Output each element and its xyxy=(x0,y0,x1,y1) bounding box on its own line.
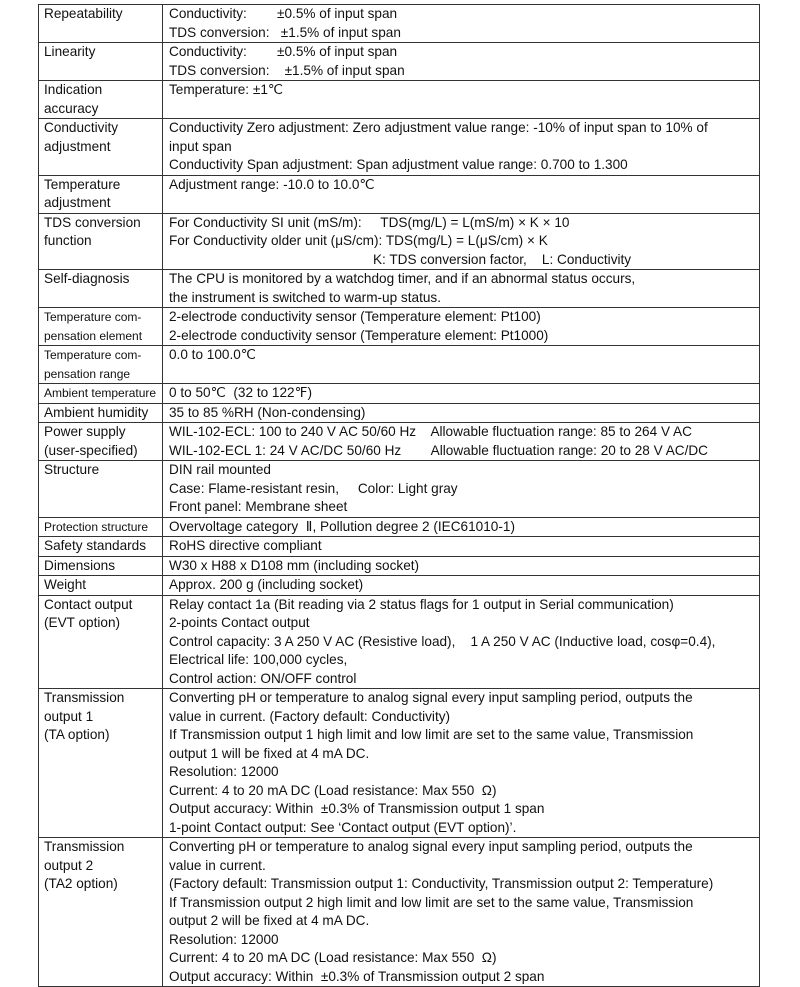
spec-label-line: Power supply xyxy=(44,424,126,439)
spec-value-line: 2-electrode conductivity sensor (Temperature element: Pt1000) xyxy=(169,327,549,343)
spec-label-line: Conductivity xyxy=(44,120,119,135)
spec-value-line: Converting pH or temperature to analog signal every input sampling period, outputs the xyxy=(169,690,693,705)
spec-value-cell xyxy=(163,517,760,537)
spec-value-cell xyxy=(163,43,760,81)
spec-value-line: Front panel: Membrane sheet xyxy=(169,499,348,514)
spec-label-line: Contact output xyxy=(44,596,133,612)
spec-label-cell xyxy=(39,576,163,596)
spec-label-line: Weight xyxy=(44,577,87,592)
spec-label-cell xyxy=(39,119,163,176)
spec-value-line: For Conductivity older unit (μS/cm): TDS(mg/L) = L(μS/cm) × K xyxy=(169,233,548,248)
spec-value-line: Electrical life: 100,000 cycles, xyxy=(169,652,348,667)
spec-row xyxy=(39,423,760,461)
spec-value-cell xyxy=(163,556,760,576)
spec-label-line: pensation element xyxy=(44,328,143,343)
spec-value-cell xyxy=(163,403,760,423)
spec-value-line: Overvoltage category Ⅱ, Pollution degree 2 (IEC61010-1) xyxy=(169,518,515,534)
spec-value-line: value in current. (Factory default: Conductivity) xyxy=(169,708,451,724)
spec-row xyxy=(39,556,760,576)
spec-row xyxy=(39,576,760,596)
spec-label-line: Repeatability xyxy=(44,6,123,21)
spec-label-cell xyxy=(39,308,163,346)
spec-value-line: Approx. 200 g (including socket) xyxy=(169,577,364,592)
spec-value-line: Case: Flame-resistant resin, Color: Light gray xyxy=(169,480,458,496)
specification-table-body xyxy=(39,5,760,987)
spec-value-line: Current: 4 to 20 mA DC (Load resistance: Max 550 Ω) xyxy=(169,950,497,965)
spec-value-line: W30 x H88 x D108 mm (including socket) xyxy=(169,557,420,573)
spec-label-line: pensation range xyxy=(44,366,131,381)
spec-value-line: Current: 4 to 20 mA DC (Load resistance: Max 550 Ω) xyxy=(169,782,497,798)
specification-table xyxy=(38,4,760,987)
spec-value-line: Resolution: 12000 xyxy=(169,931,279,947)
spec-label-line: Dimensions xyxy=(44,557,116,573)
spec-value-line: Relay contact 1a (Bit reading via 2 status flags for 1 output in Serial communication) xyxy=(169,596,674,612)
spec-label-line: Ambient temperature xyxy=(44,386,157,400)
spec-value-cell xyxy=(163,119,760,176)
spec-label-cell xyxy=(39,346,163,384)
spec-value-cell xyxy=(163,81,760,119)
spec-value-line: DIN rail mounted xyxy=(169,462,271,477)
spec-label-line: Temperature com- xyxy=(44,348,142,362)
spec-value-line: 0 to 50℃ (32 to 122℉) xyxy=(169,385,313,400)
spec-value-line: Temperature: ±1℃ xyxy=(169,82,284,97)
spec-value-line: TDS conversion: ±1.5% of input span xyxy=(169,24,401,40)
spec-label-cell xyxy=(39,689,163,838)
spec-value-line: 1-point Contact output: See ‘Contact output (EVT option)’. xyxy=(169,819,517,835)
spec-row xyxy=(39,43,760,81)
spec-value-cell xyxy=(163,576,760,596)
spec-value-line: Conductivity Span adjustment: Span adjustment value range: 0.700 to 1.300 xyxy=(169,157,628,172)
spec-label-cell xyxy=(39,403,163,423)
spec-label-cell xyxy=(39,43,163,81)
spec-row xyxy=(39,81,760,119)
spec-value-cell xyxy=(163,384,760,404)
spec-value-cell xyxy=(163,270,760,308)
spec-row xyxy=(39,213,760,270)
spec-value-line: 0.0 to 100.0℃ xyxy=(169,347,257,362)
spec-value-cell xyxy=(163,461,760,518)
spec-row xyxy=(39,308,760,346)
spec-row xyxy=(39,461,760,518)
spec-value-cell xyxy=(163,838,760,987)
spec-label-line: output 1 xyxy=(44,708,94,724)
spec-label-cell xyxy=(39,81,163,119)
spec-row xyxy=(39,5,760,43)
spec-value-cell xyxy=(163,5,760,43)
spec-value-line: Conductivity: ±0.5% of input span xyxy=(169,44,398,59)
spec-value-line: value in current. xyxy=(169,857,266,873)
spec-label-line: Structure xyxy=(44,462,100,477)
spec-label-cell xyxy=(39,838,163,987)
spec-label-cell xyxy=(39,517,163,537)
spec-label-line: (TA2 option) xyxy=(44,876,118,891)
spec-label-line: (EVT option) xyxy=(44,615,121,630)
spec-value-line: Adjustment range: -10.0 to 10.0℃ xyxy=(169,176,375,192)
spec-value-line: K: TDS conversion factor, L: Conductivity xyxy=(169,251,632,267)
spec-label-line: Ambient humidity xyxy=(44,404,149,420)
spec-label-line: Temperature xyxy=(44,176,121,192)
spec-label-cell xyxy=(39,270,163,308)
spec-label-line: Transmission xyxy=(44,839,125,854)
spec-label-cell xyxy=(39,213,163,270)
spec-value-line: Output accuracy: Within ±0.3% of Transmission output 1 span xyxy=(169,801,545,816)
spec-value-line: Conductivity: ±0.5% of input span xyxy=(169,6,398,21)
spec-row xyxy=(39,346,760,384)
spec-label-line: (TA option) xyxy=(44,727,110,742)
spec-value-line: WIL-102-ECL 1: 24 V AC/DC 50/60 Hz Allowable fluctuation range: 20 to 28 V AC/DC xyxy=(169,442,708,458)
spec-label-cell xyxy=(39,556,163,576)
spec-label-line: Temperature com- xyxy=(44,310,142,324)
spec-label-line: (user-specified) xyxy=(44,442,138,458)
spec-value-cell xyxy=(163,175,760,213)
spec-row xyxy=(39,537,760,557)
spec-row xyxy=(39,175,760,213)
spec-value-line: the instrument is switched to warm-up status. xyxy=(169,289,441,305)
spec-label-line: TDS conversion xyxy=(44,214,141,230)
spec-label-cell xyxy=(39,461,163,518)
spec-label-line: output 2 xyxy=(44,857,94,873)
spec-value-line: Control action: ON/OFF control xyxy=(169,670,357,686)
spec-value-line: 2-electrode conductivity sensor (Temperature element: Pt100) xyxy=(169,309,541,324)
spec-value-line: The CPU is monitored by a watchdog timer, and if an abnormal status occurs, xyxy=(169,271,636,286)
spec-value-cell xyxy=(163,213,760,270)
spec-label-line: accuracy xyxy=(44,100,99,116)
spec-value-cell xyxy=(163,689,760,838)
spec-row xyxy=(39,689,760,838)
spec-row xyxy=(39,384,760,404)
spec-label-cell xyxy=(39,595,163,689)
spec-label-line: function xyxy=(44,233,92,248)
spec-label-cell xyxy=(39,384,163,404)
spec-row xyxy=(39,119,760,176)
spec-value-line: (Factory default: Transmission output 1: Conductivity, Transmission output 2: Temperature) xyxy=(169,876,714,891)
spec-value-cell xyxy=(163,423,760,461)
spec-label-line: Transmission xyxy=(44,690,125,705)
spec-value-line: output 2 will be fixed at 4 mA DC. xyxy=(169,913,370,928)
spec-label-cell xyxy=(39,423,163,461)
spec-label-line: Linearity xyxy=(44,44,96,59)
spec-row xyxy=(39,595,760,689)
spec-label-cell xyxy=(39,5,163,43)
spec-label-line: Self-diagnosis xyxy=(44,271,130,286)
spec-value-line: Control capacity: 3 A 250 V AC (Resistive load), 1 A 250 V AC (Inductive load, cosφ=0.4), xyxy=(169,633,716,649)
spec-value-line: 2-points Contact output xyxy=(169,615,310,630)
spec-value-line: Resolution: 12000 xyxy=(169,764,279,779)
spec-label-line: Safety standards xyxy=(44,538,147,553)
spec-value-line: 35 to 85 %RH (Non-condensing) xyxy=(169,404,366,420)
spec-value-line: Converting pH or temperature to analog signal every input sampling period, outputs the xyxy=(169,839,693,854)
spec-row xyxy=(39,403,760,423)
spec-label-line: adjustment xyxy=(44,195,111,210)
spec-value-line: output 1 will be fixed at 4 mA DC. xyxy=(169,745,370,761)
spec-value-line: If Transmission output 1 high limit and low limit are set to the same value, Transmission xyxy=(169,727,694,742)
spec-value-cell xyxy=(163,346,760,384)
spec-label-cell xyxy=(39,175,163,213)
spec-value-line: input span xyxy=(169,138,232,154)
spec-value-cell xyxy=(163,595,760,689)
spec-label-cell xyxy=(39,537,163,557)
spec-value-line: TDS conversion: ±1.5% of input span xyxy=(169,62,405,78)
spec-value-line: Output accuracy: Within ±0.3% of Transmission output 2 span xyxy=(169,968,545,984)
spec-value-line: If Transmission output 2 high limit and low limit are set to the same value, Transmission xyxy=(169,894,694,910)
spec-value-cell xyxy=(163,537,760,557)
spec-value-line: For Conductivity SI unit (mS/m): TDS(mg/L) = L(mS/m) × K × 10 xyxy=(169,214,570,230)
spec-value-line: RoHS directive compliant xyxy=(169,538,322,553)
spec-label-line: Protection structure xyxy=(44,519,149,534)
spec-value-line: Conductivity Zero adjustment: Zero adjustment value range: -10% of input span to 10% of xyxy=(169,120,708,135)
spec-row xyxy=(39,517,760,537)
spec-value-cell xyxy=(163,308,760,346)
spec-label-line: Indication xyxy=(44,82,103,97)
spec-label-line: adjustment xyxy=(44,138,111,154)
spec-row xyxy=(39,270,760,308)
spec-row xyxy=(39,838,760,987)
spec-value-line: WIL-102-ECL: 100 to 240 V AC 50/60 Hz Allowable fluctuation range: 85 to 264 V AC xyxy=(169,424,692,439)
